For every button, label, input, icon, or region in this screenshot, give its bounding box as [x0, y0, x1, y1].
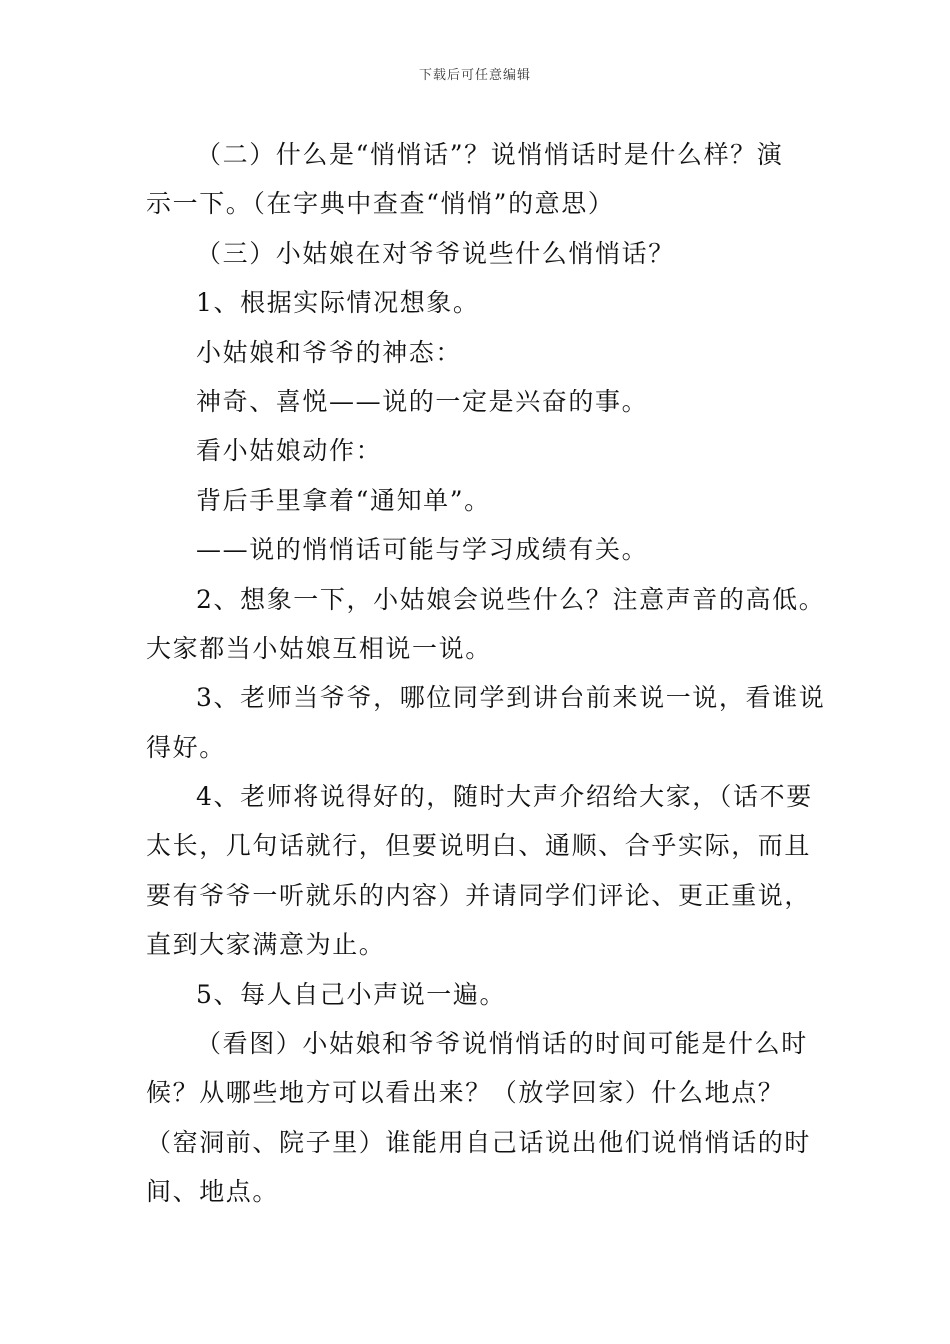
text-line: 小姑娘和爷爷的神态： — [196, 337, 463, 367]
text-line: 候？从哪些地方可以看出来？（放学回家）什么地点？ — [146, 1078, 785, 1108]
text-line: 直到大家满意为止。 — [146, 930, 386, 960]
text-line: 示一下。（在字典中查查“悄悄”的意思） — [146, 189, 615, 219]
text-line: 要有爷爷一听就乐的内容）并请同学们评论、更正重说， — [146, 880, 812, 910]
text-line: 5、每人自己小声说一遍。 — [196, 979, 507, 1009]
text-line: （窑洞前、院子里）谁能用自己话说出他们说悄悄话的时 — [146, 1127, 812, 1157]
text-line: 神奇、喜悦——说的一定是兴奋的事。 — [196, 386, 649, 416]
text-line: 2、想象一下，小姑娘会说些什么？注意声音的高低。 — [196, 584, 826, 614]
text-line: 3、老师当爷爷，哪位同学到讲台前来说一说，看谁说 — [196, 683, 826, 713]
text-line: ——说的悄悄话可能与学习成绩有关。 — [196, 535, 649, 565]
text-line: 间、地点。 — [146, 1177, 280, 1207]
text-line: 看小姑娘动作： — [196, 436, 383, 466]
text-line: （三）小姑娘在对爷爷说些什么悄悄话？ — [196, 238, 675, 268]
text-line: （二）什么是“悄悄话”？说悄悄话时是什么样？演 — [196, 140, 784, 169]
text-line: 4、老师将说得好的，随时大声介绍给大家，（话不要 — [196, 782, 813, 812]
text-line: 大家都当小姑娘互相说一说。 — [146, 633, 492, 663]
text-line: （看图）小姑娘和爷爷说悄悄话的时间可能是什么时 — [196, 1029, 808, 1059]
text-line: 太长，几句话就行，但要说明白、通顺、合乎实际，而且 — [146, 831, 812, 861]
text-line: 1、根据实际情况想象。 — [196, 288, 480, 318]
page-header: 下载后可任意编辑 — [418, 68, 531, 83]
text-line: 背后手里拿着“通知单”。 — [196, 485, 491, 515]
text-line: 得好。 — [146, 732, 226, 762]
document-body — [146, 130, 826, 1217]
